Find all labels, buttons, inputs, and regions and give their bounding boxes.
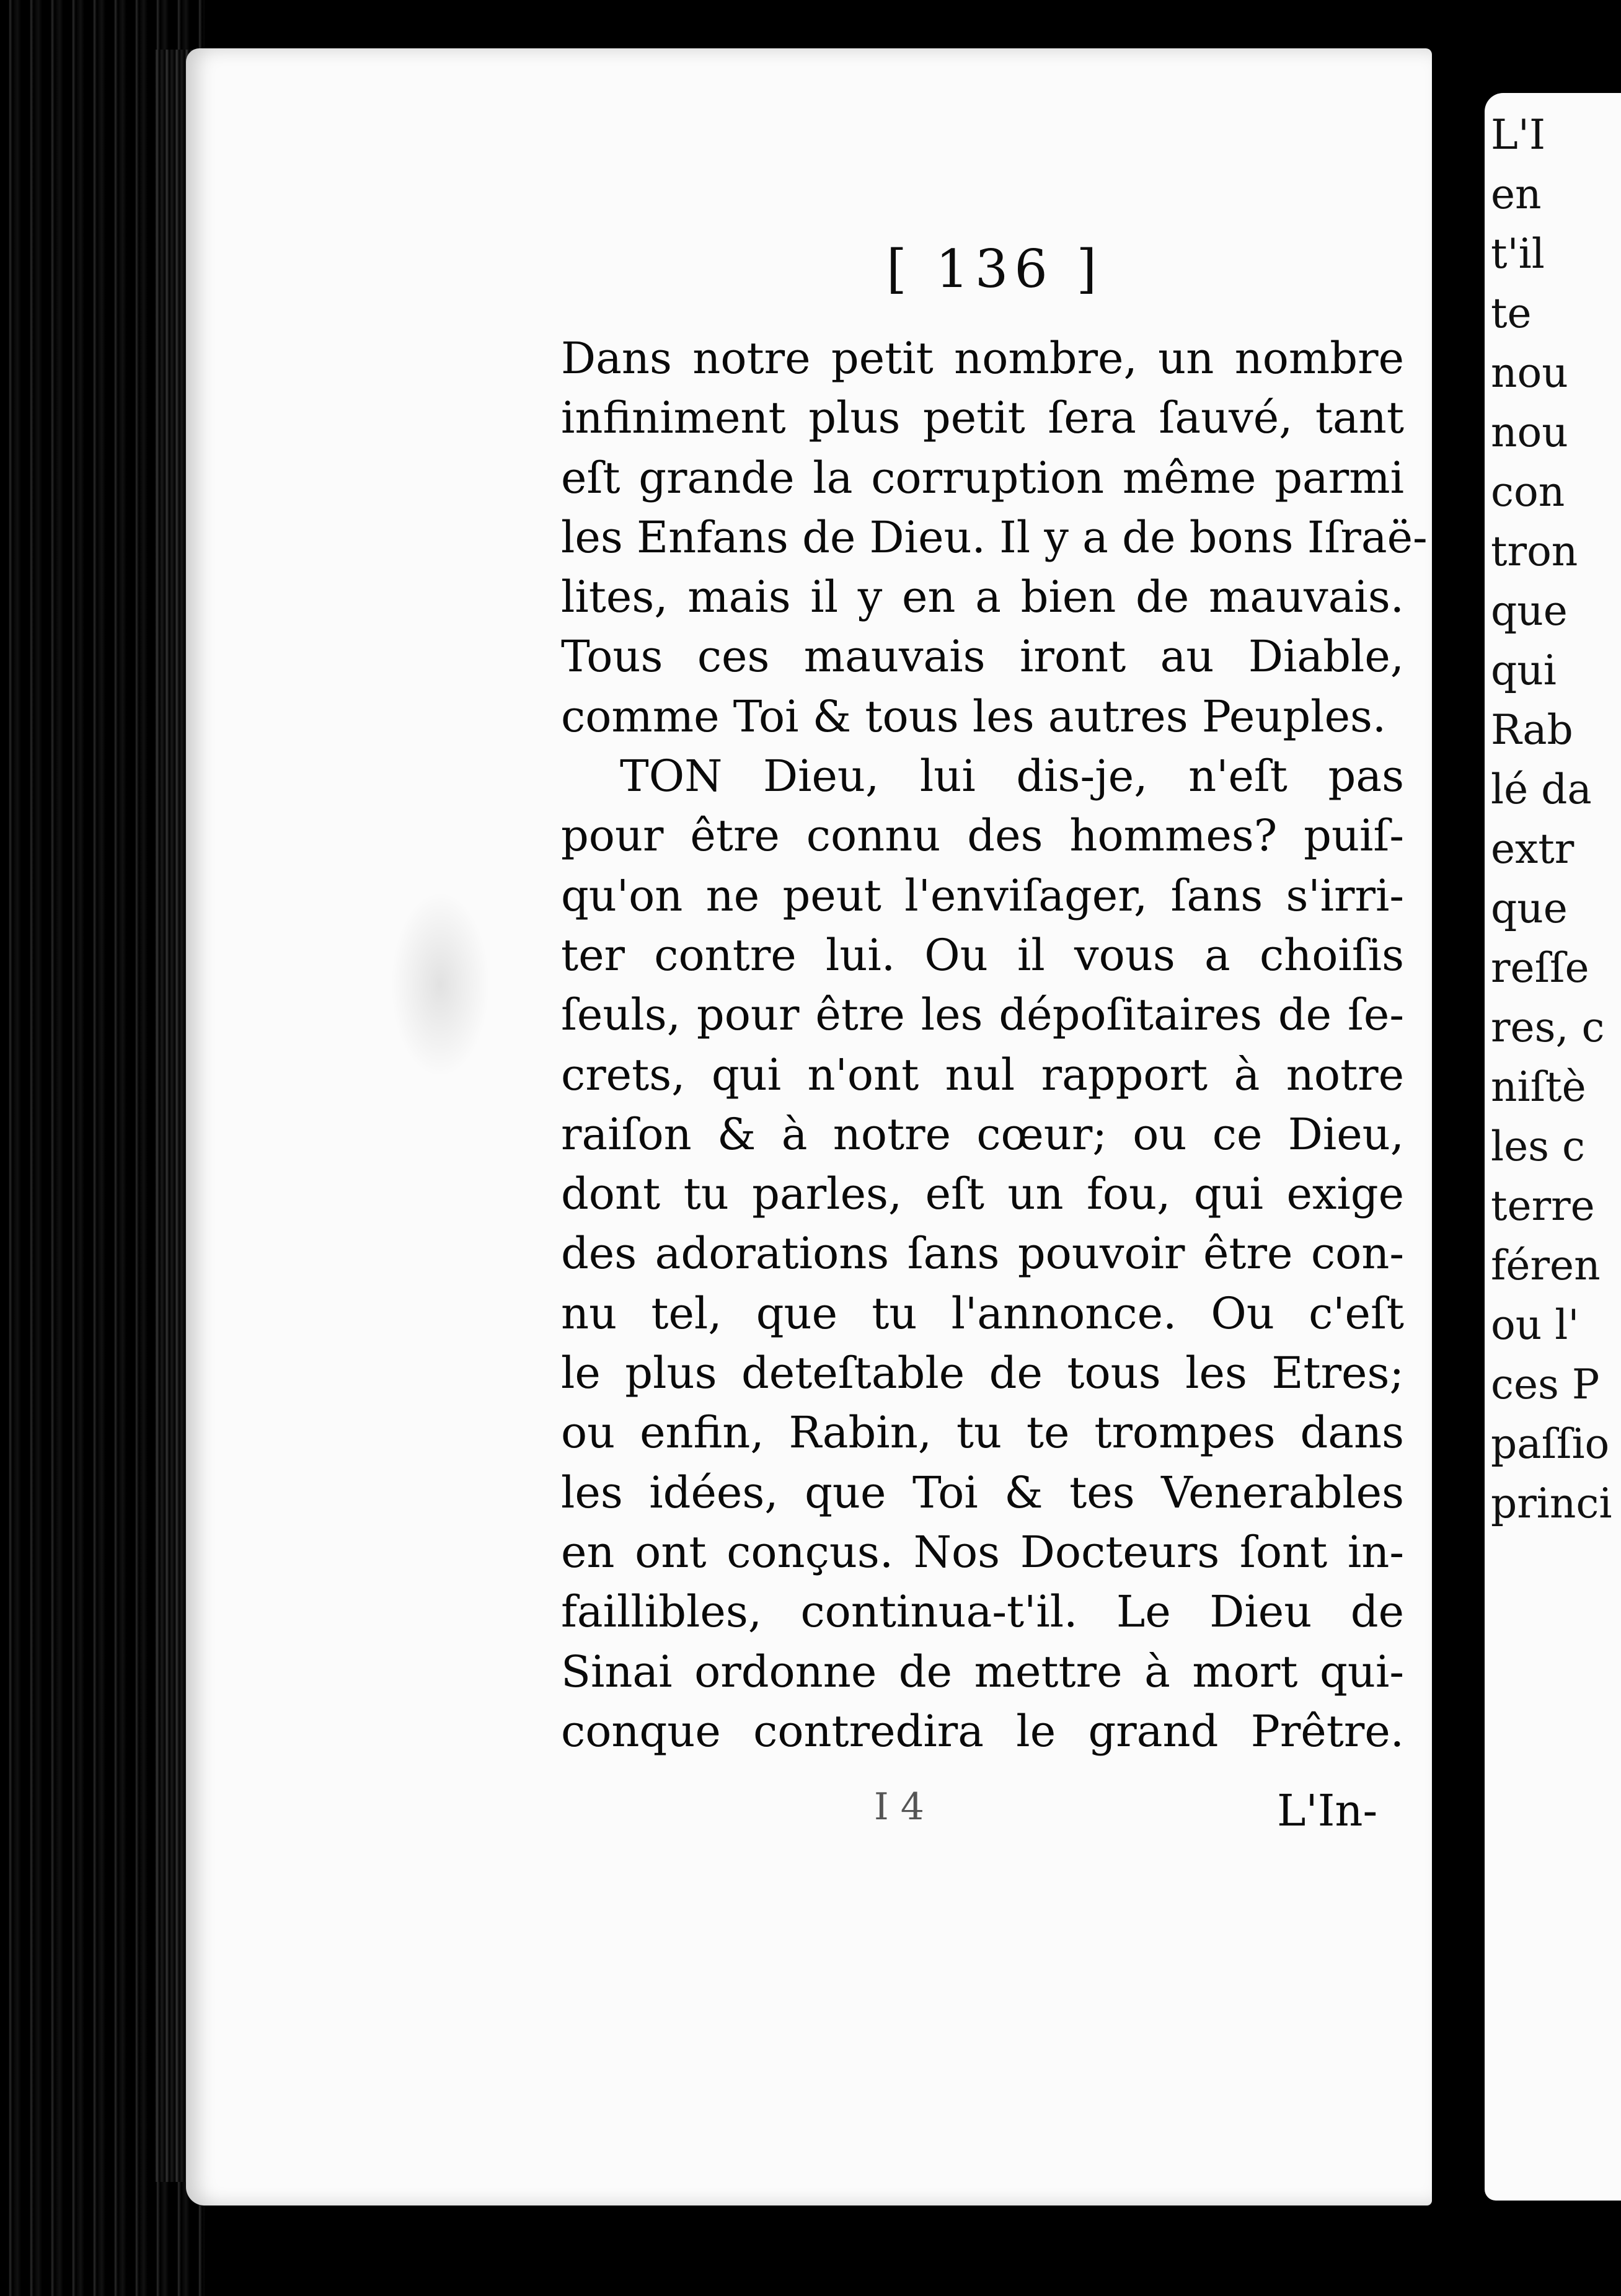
- facing-fragment: L'I: [1491, 111, 1546, 159]
- facing-fragment: nou: [1491, 408, 1568, 456]
- text-line: les Enfans de Dieu. Il y a de bons Iſraë-: [561, 511, 1428, 563]
- text-line: TON Dieu, lui dis-je, n'eſt pas: [620, 751, 1404, 802]
- text-line: Sinai ordonne de mettre à mort qui-: [561, 1646, 1404, 1697]
- facing-fragment: lé da: [1491, 766, 1592, 813]
- facing-fragment: con: [1491, 468, 1565, 516]
- text-line: raiſon & à notre cœur; ou ce Dieu,: [561, 1108, 1404, 1160]
- facing-fragment: Rab: [1491, 706, 1573, 754]
- facing-fragment: t'il: [1491, 230, 1545, 278]
- text-line: dont tu parles, eſt un fou, qui exige: [561, 1168, 1404, 1220]
- signature-mark: I 4: [874, 1785, 924, 1829]
- text-line: en ont conçus. Nos Docteurs ſont in-: [561, 1526, 1404, 1578]
- facing-fragment: tron: [1491, 528, 1578, 575]
- facing-fragment: princi: [1491, 1480, 1612, 1527]
- facing-fragment: qui: [1491, 647, 1557, 694]
- facing-fragment: les c: [1491, 1123, 1585, 1170]
- facing-fragment: que: [1491, 587, 1568, 635]
- page-number: [ 136 ]: [886, 239, 1103, 299]
- text-line: des adorations ſans pouvoir être con-: [561, 1228, 1404, 1279]
- book-gutter: [1432, 0, 1488, 2296]
- text-line: conque contredira le grand Prêtre.: [561, 1705, 1404, 1757]
- text-line: Dans notre petit nombre, un nombre: [561, 333, 1404, 384]
- text-line: crets, qui n'ont nul rapport à notre: [561, 1049, 1404, 1100]
- text-line: eſt grande la corruption même parmi: [561, 452, 1404, 503]
- text-line: faillibles, continua-t'il. Le Dieu de: [561, 1586, 1404, 1638]
- text-line: infiniment plus petit ſera ſauvé, tant: [561, 392, 1404, 444]
- facing-fragment: niſtè: [1491, 1063, 1586, 1111]
- text-line: ou enfin, Rabin, tu te trompes dans: [561, 1407, 1404, 1459]
- facing-fragment: te: [1491, 289, 1532, 337]
- body-text: [561, 329, 1428, 1761]
- text-line: nu tel, que tu l'annonce. Ou c'eſt: [561, 1287, 1404, 1339]
- facing-fragment: res, c: [1491, 1004, 1605, 1051]
- facing-fragment: ces P: [1491, 1361, 1600, 1408]
- facing-fragment: terre: [1491, 1182, 1595, 1230]
- facing-fragment: en: [1491, 170, 1542, 218]
- text-line: ter contre lui. Ou il vous a choiſis: [561, 929, 1404, 981]
- facing-fragment: ou l': [1491, 1301, 1579, 1349]
- text-line: les idées, que Toi & tes Venerables: [561, 1467, 1404, 1518]
- text-line: le plus deteſtable de tous les Etres;: [561, 1348, 1404, 1399]
- facing-fragment: féren: [1491, 1242, 1601, 1289]
- catchword: L'In-: [1277, 1785, 1378, 1836]
- text-line: ſeuls, pour être les dépoſitaires de ſe-: [561, 989, 1404, 1041]
- text-line: Tous ces mauvais iront au Diable,: [561, 631, 1404, 682]
- facing-fragment: reſſe: [1491, 944, 1589, 992]
- facing-fragment: nou: [1491, 349, 1568, 397]
- text-line: qu'on ne peut l'enviſager, ſans s'irri-: [561, 870, 1404, 921]
- facing-fragment: extr: [1491, 825, 1575, 873]
- facing-fragment: que: [1491, 885, 1568, 932]
- facing-page: [1485, 93, 1621, 2201]
- text-line: comme Toi & tous les autres Peuples.: [561, 691, 1387, 742]
- text-line: pour être connu des hommes? puiſ-: [561, 810, 1404, 862]
- facing-fragment: paſſio: [1491, 1420, 1610, 1468]
- text-line: lites, mais il y en a bien de mauvais.: [561, 572, 1404, 623]
- page-stain: [391, 891, 490, 1077]
